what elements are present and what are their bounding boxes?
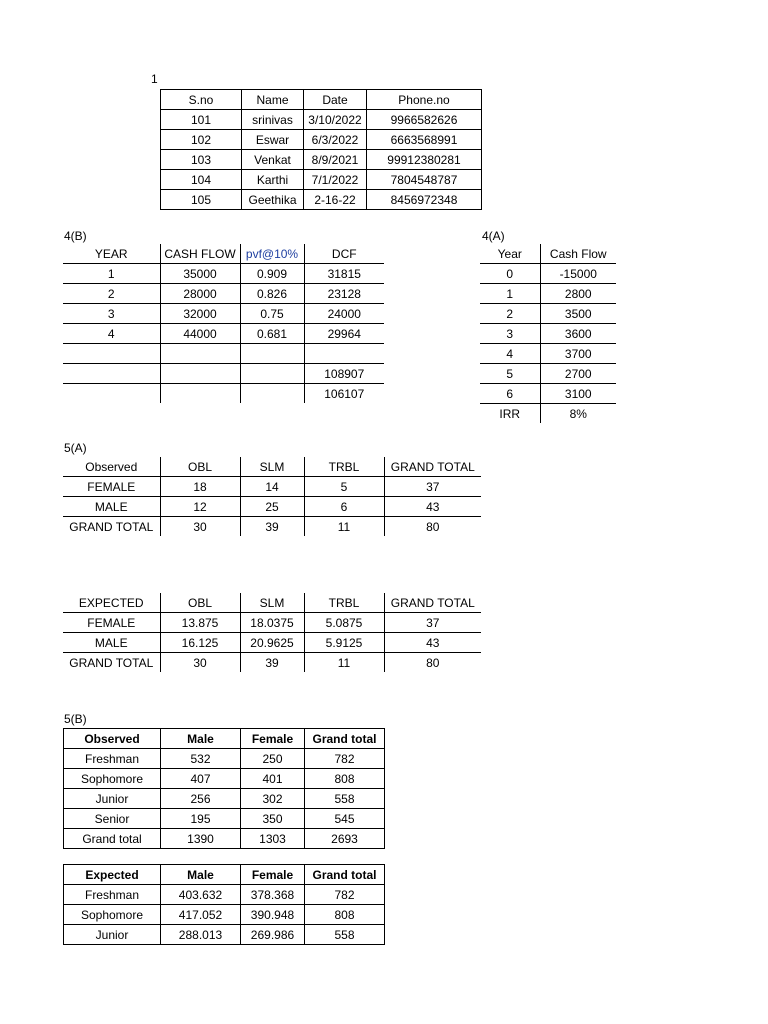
header-cell: Observed	[63, 457, 160, 477]
cell: Karthi	[242, 170, 304, 190]
header-cell: OBL	[160, 593, 240, 613]
table-row	[480, 344, 616, 364]
cell: -15000	[540, 264, 616, 284]
table-row	[63, 633, 481, 653]
cell: 3	[63, 304, 160, 324]
cell: 0	[480, 264, 540, 284]
header-cell: Year	[480, 244, 540, 264]
table-header-row	[480, 244, 616, 264]
cell: 6663568991	[367, 130, 482, 150]
cell: MALE	[63, 633, 160, 653]
cell: 545	[305, 809, 385, 829]
section-4b-label: 4(B)	[64, 229, 87, 243]
cell: 269.986	[241, 925, 305, 945]
table-row	[480, 304, 616, 324]
table-row	[64, 829, 385, 849]
cell	[240, 384, 304, 404]
table-row	[63, 497, 481, 517]
cell: 24000	[304, 304, 384, 324]
table-row	[480, 404, 616, 424]
table-row	[480, 324, 616, 344]
header-cell: Male	[161, 729, 241, 749]
section-5b-label: 5(B)	[64, 712, 87, 726]
cell: 13.875	[160, 613, 240, 633]
table-row	[161, 130, 482, 150]
section-1-label: 1	[151, 72, 158, 86]
table-row	[64, 749, 385, 769]
cell: 1	[63, 264, 160, 284]
table-row	[480, 364, 616, 384]
table-row	[64, 789, 385, 809]
cell: 11	[304, 517, 384, 537]
class-gender-observed-table	[63, 728, 385, 849]
cell: 35000	[160, 264, 240, 284]
header-cell: CASH FLOW	[160, 244, 240, 264]
header-cell: Female	[241, 865, 305, 885]
cell: 3100	[540, 384, 616, 404]
cell: 103	[161, 150, 242, 170]
cell: 6	[304, 497, 384, 517]
cell: 106107	[304, 384, 384, 404]
cell: 5	[304, 477, 384, 497]
table-row	[63, 264, 384, 284]
cell: 378.368	[241, 885, 305, 905]
cell	[160, 344, 240, 364]
cell: Senior	[64, 809, 161, 829]
cell: 14	[240, 477, 304, 497]
table-header-row	[64, 865, 385, 885]
cell: Junior	[64, 925, 161, 945]
cell	[240, 344, 304, 364]
header-cell: OBL	[160, 457, 240, 477]
cell: 8/9/2021	[304, 150, 367, 170]
cell: 3600	[540, 324, 616, 344]
header-cell: GRAND TOTAL	[384, 593, 481, 613]
cell: 31815	[304, 264, 384, 284]
cell: 11	[304, 653, 384, 673]
cell	[240, 364, 304, 384]
cell: 4	[480, 344, 540, 364]
header-cell: Female	[241, 729, 305, 749]
cell: Sophomore	[64, 769, 161, 789]
cell: 102	[161, 130, 242, 150]
cell: 2-16-22	[304, 190, 367, 210]
cell: 18	[160, 477, 240, 497]
cell: 32000	[160, 304, 240, 324]
header-cell: Phone.no	[367, 90, 482, 110]
cell: 0.681	[240, 324, 304, 344]
cell: 18.0375	[240, 613, 304, 633]
header-cell: pvf@10%	[240, 244, 304, 264]
cell: Freshman	[64, 885, 161, 905]
cell: 1390	[161, 829, 241, 849]
table-header-row	[63, 457, 481, 477]
cell	[304, 344, 384, 364]
cell: GRAND TOTAL	[69, 655, 154, 670]
cell: 1	[480, 284, 540, 304]
cell: 4	[63, 324, 160, 344]
header-cell: Observed	[64, 729, 161, 749]
cell: 28000	[160, 284, 240, 304]
cell: 195	[161, 809, 241, 829]
cell: 1303	[241, 829, 305, 849]
cell: 104	[161, 170, 242, 190]
cell: Grand total	[64, 829, 161, 849]
table-row	[63, 477, 481, 497]
cell	[63, 344, 160, 364]
cell: 43	[384, 633, 481, 653]
cell: 39	[240, 517, 304, 537]
cell: 782	[305, 885, 385, 905]
cell: 256	[161, 789, 241, 809]
cell: 9966582626	[367, 110, 482, 130]
cell: 5.0875	[304, 613, 384, 633]
table-row	[63, 613, 481, 633]
cell: Junior	[64, 789, 161, 809]
cell: 5	[480, 364, 540, 384]
cell: FEMALE	[63, 613, 160, 633]
cell: 2	[480, 304, 540, 324]
section-4a-label: 4(A)	[482, 229, 505, 243]
header-cell: Expected	[64, 865, 161, 885]
table-row	[63, 344, 384, 364]
cell: 30	[160, 653, 240, 673]
students-table	[160, 89, 482, 210]
cell: Venkat	[242, 150, 304, 170]
cell	[63, 364, 160, 384]
header-cell: DCF	[304, 244, 384, 264]
cell: Sophomore	[64, 905, 161, 925]
cell: FEMALE	[63, 477, 160, 497]
cell: 25	[240, 497, 304, 517]
table-row	[64, 925, 385, 945]
table-row	[64, 905, 385, 925]
table-row	[480, 284, 616, 304]
cell: 558	[305, 925, 385, 945]
cell: 43	[384, 497, 481, 517]
section-5a-label: 5(A)	[64, 441, 87, 455]
table-row	[63, 517, 481, 537]
header-cell: TRBL	[304, 593, 384, 613]
cell: 3	[480, 324, 540, 344]
header-cell: EXPECTED	[63, 593, 160, 613]
table-row	[161, 190, 482, 210]
header-cell: Male	[161, 865, 241, 885]
cell: 2800	[540, 284, 616, 304]
cell: 108907	[304, 364, 384, 384]
table-row	[63, 384, 384, 404]
cell: 250	[241, 749, 305, 769]
header-cell: SLM	[240, 457, 304, 477]
cell: 302	[241, 789, 305, 809]
cell: 403.632	[161, 885, 241, 905]
table-header-row	[63, 244, 384, 264]
irr-table	[480, 244, 616, 423]
cell: 6	[480, 384, 540, 404]
cell: srinivas	[242, 110, 304, 130]
cell: 5.9125	[304, 633, 384, 653]
cell: 401	[241, 769, 305, 789]
cell: Freshman	[64, 749, 161, 769]
header-cell: S.no	[161, 90, 242, 110]
cell	[160, 364, 240, 384]
cell: 3/10/2022	[304, 110, 367, 130]
header-cell: Name	[242, 90, 304, 110]
table-row	[64, 809, 385, 829]
table-row	[63, 364, 384, 384]
cell: 288.013	[161, 925, 241, 945]
cell: 2693	[305, 829, 385, 849]
cell: 8456972348	[367, 190, 482, 210]
cell: 390.948	[241, 905, 305, 925]
table-row	[480, 264, 616, 284]
cell: 808	[305, 769, 385, 789]
header-cell: YEAR	[63, 244, 160, 264]
cell: 782	[305, 749, 385, 769]
table-header-row	[161, 90, 482, 110]
cell: 80	[384, 653, 481, 673]
cell: Eswar	[242, 130, 304, 150]
cell: 407	[161, 769, 241, 789]
header-cell: Cash Flow	[540, 244, 616, 264]
cell: GRAND TOTAL	[69, 519, 154, 534]
cell: 6/3/2022	[304, 130, 367, 150]
table-row	[161, 110, 482, 130]
cell: 20.9625	[240, 633, 304, 653]
header-cell: Grand total	[305, 865, 385, 885]
cell: 7/1/2022	[304, 170, 367, 190]
class-gender-expected-table	[63, 864, 385, 945]
table-row	[161, 170, 482, 190]
table-row	[64, 769, 385, 789]
cell: 0.909	[240, 264, 304, 284]
header-cell: TRBL	[304, 457, 384, 477]
cell: 350	[241, 809, 305, 829]
cell: IRR	[499, 406, 521, 421]
cell: 23128	[304, 284, 384, 304]
cell: 12	[160, 497, 240, 517]
cell: MALE	[63, 497, 160, 517]
cell: 3700	[540, 344, 616, 364]
table-row	[161, 150, 482, 170]
cell: 0.826	[240, 284, 304, 304]
cell: 39	[240, 653, 304, 673]
table-row	[63, 304, 384, 324]
table-row	[480, 384, 616, 404]
cell	[63, 384, 160, 404]
table-row	[63, 653, 481, 673]
cell: 558	[305, 789, 385, 809]
cell: 0.75	[240, 304, 304, 324]
cell: 37	[384, 613, 481, 633]
cell: 29964	[304, 324, 384, 344]
cell: Geethika	[242, 190, 304, 210]
cell: 105	[161, 190, 242, 210]
cell: 417.052	[161, 905, 241, 925]
header-cell: Grand total	[305, 729, 385, 749]
cell: 101	[161, 110, 242, 130]
cell: 808	[305, 905, 385, 925]
table-row	[63, 324, 384, 344]
cell: 16.125	[160, 633, 240, 653]
cell: 2	[63, 284, 160, 304]
expected-table	[63, 593, 481, 672]
cell: 99912380281	[367, 150, 482, 170]
cell	[160, 384, 240, 404]
cell: 532	[161, 749, 241, 769]
header-cell: Date	[304, 90, 367, 110]
header-cell: GRAND TOTAL	[384, 457, 481, 477]
header-cell: SLM	[240, 593, 304, 613]
table-row	[64, 885, 385, 905]
cell: 8%	[540, 404, 616, 424]
dcf-table	[63, 244, 384, 403]
cell: 3500	[540, 304, 616, 324]
cell: 7804548787	[367, 170, 482, 190]
table-row	[63, 284, 384, 304]
table-header-row	[63, 593, 481, 613]
table-header-row	[64, 729, 385, 749]
cell: 2700	[540, 364, 616, 384]
observed-table	[63, 457, 481, 536]
cell: 44000	[160, 324, 240, 344]
cell: 80	[384, 517, 481, 537]
cell: 37	[384, 477, 481, 497]
cell: 30	[160, 517, 240, 537]
